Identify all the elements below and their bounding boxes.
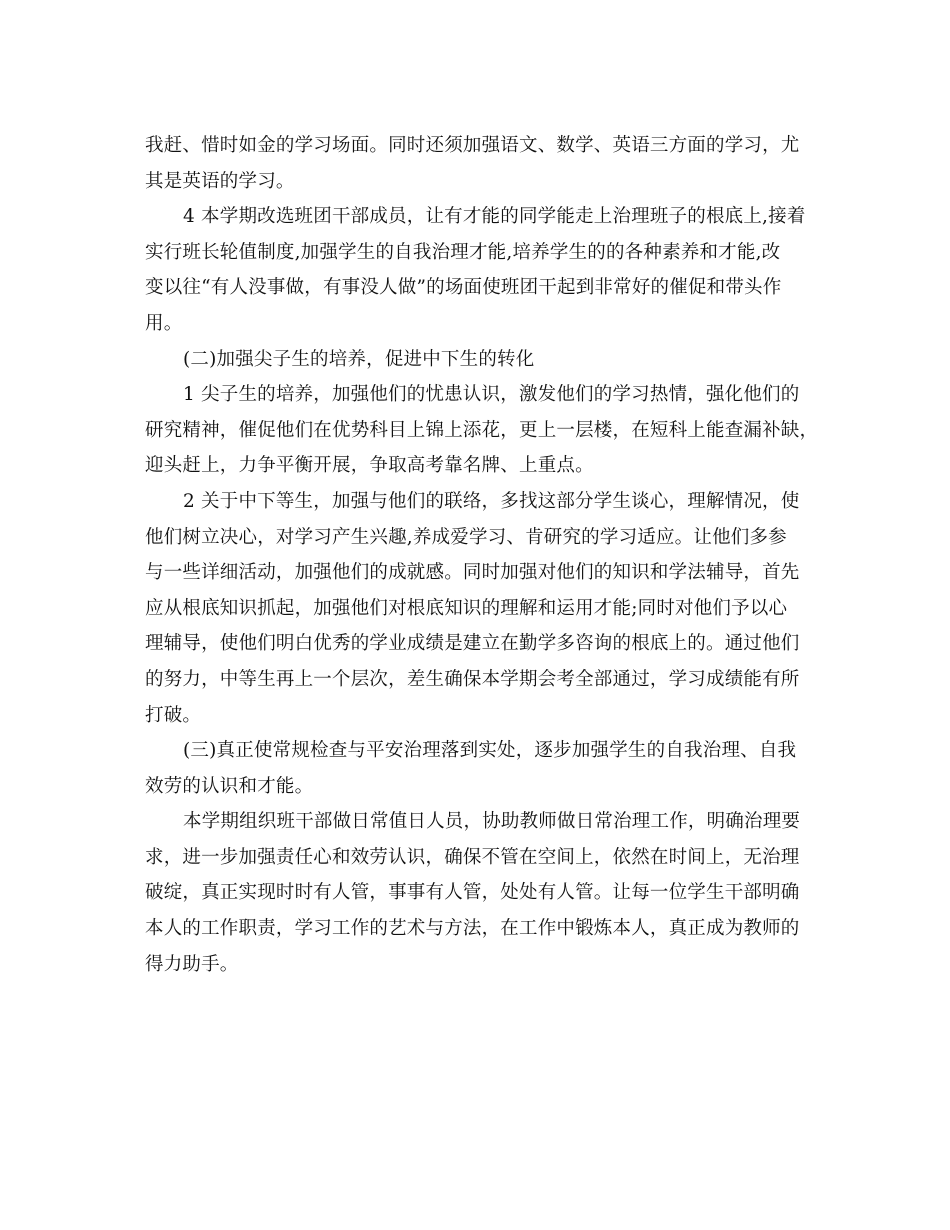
text-line: 4 本学期改选班团干部成员，让有才能的同学能走上治理班子的根底上,接着 [183, 206, 806, 228]
text-line: 理辅导，使他们明白优秀的学业成绩是建立在勤学多咨询的根底上的。通过他们 [145, 633, 800, 655]
text-line: 得力助手。 [145, 953, 239, 975]
text-line: 研究精神，催促他们在优势科目上锦上添花，更上一层楼，在短科上能查漏补缺， [145, 419, 819, 441]
text-line: 迎头赶上，力争平衡开展，争取高考靠名牌、上重点。 [145, 455, 594, 477]
text-line: 本人的工作职责，学习工作的艺术与方法，在工作中锻炼本人，真正成为教师的 [145, 918, 800, 940]
text-line: 用。 [145, 312, 183, 334]
paragraph-class-cadre-reform [145, 199, 810, 341]
paragraph-english-study [145, 128, 810, 199]
section-heading-3 [145, 733, 810, 804]
text-line: 实行班长轮值制度,加强学生的自我治理才能,培养学生的的各种素养和才能,改 [145, 241, 781, 263]
text-line: (二)加强尖子生的培养，促进中下生的转化 [183, 348, 535, 370]
paragraph-daily-duty [145, 804, 810, 982]
text-line: 他们树立决心，对学习产生兴趣,养成爱学习、肯研究的学习适应。让他们多参 [145, 526, 787, 548]
text-line: 打破。 [145, 704, 202, 726]
paragraph-middle-students [145, 484, 810, 733]
text-line: 其是英语的学习。 [145, 170, 295, 192]
document-body [145, 128, 819, 982]
text-line: 破绽，真正实现时时有人管，事事有人管，处处有人管。让每一位学生干部明确 [145, 882, 800, 904]
text-line: 1 尖子生的培养，加强他们的忧患认识，激发他们的学习热情，强化他们的 [183, 384, 800, 406]
text-line: (三)真正使常规检查与平安治理落到实处，逐步加强学生的自我治理、自我 [183, 740, 797, 762]
text-line: 本学期组织班干部做日常值日人员，协助教师做日常治理工作，明确治理要 [183, 811, 801, 833]
text-line: 变以往“有人没事做，有事没人做”的场面使班团干起到非常好的催促和带头作 [145, 277, 782, 299]
text-line: 我赶、惜时如金的学习场面。同时还须加强语文、数学、英语三方面的学习，尤 [145, 135, 800, 156]
text-line: 2 关于中下等生，加强与他们的联络，多找这部分学生谈心，理解情况，使 [183, 490, 800, 512]
text-line: 效劳的认识和才能。 [145, 775, 314, 797]
paragraph-top-students [145, 377, 819, 484]
text-line: 与一些详细活动，加强他们的成就感。同时加强对他们的知识和学法辅导，首先 [145, 562, 800, 584]
section-heading-2 [145, 342, 810, 378]
text-line: 应从根底知识抓起，加强他们对根底知识的理解和运用才能;同时对他们予以心 [145, 597, 788, 619]
text-line: 的努力，中等生再上一个层次，差生确保本学期会考全部通过，学习成绩能有所 [145, 668, 800, 690]
text-line: 求，进一步加强责任心和效劳认识，确保不管在空间上，依然在时间上，无治理 [145, 846, 800, 868]
